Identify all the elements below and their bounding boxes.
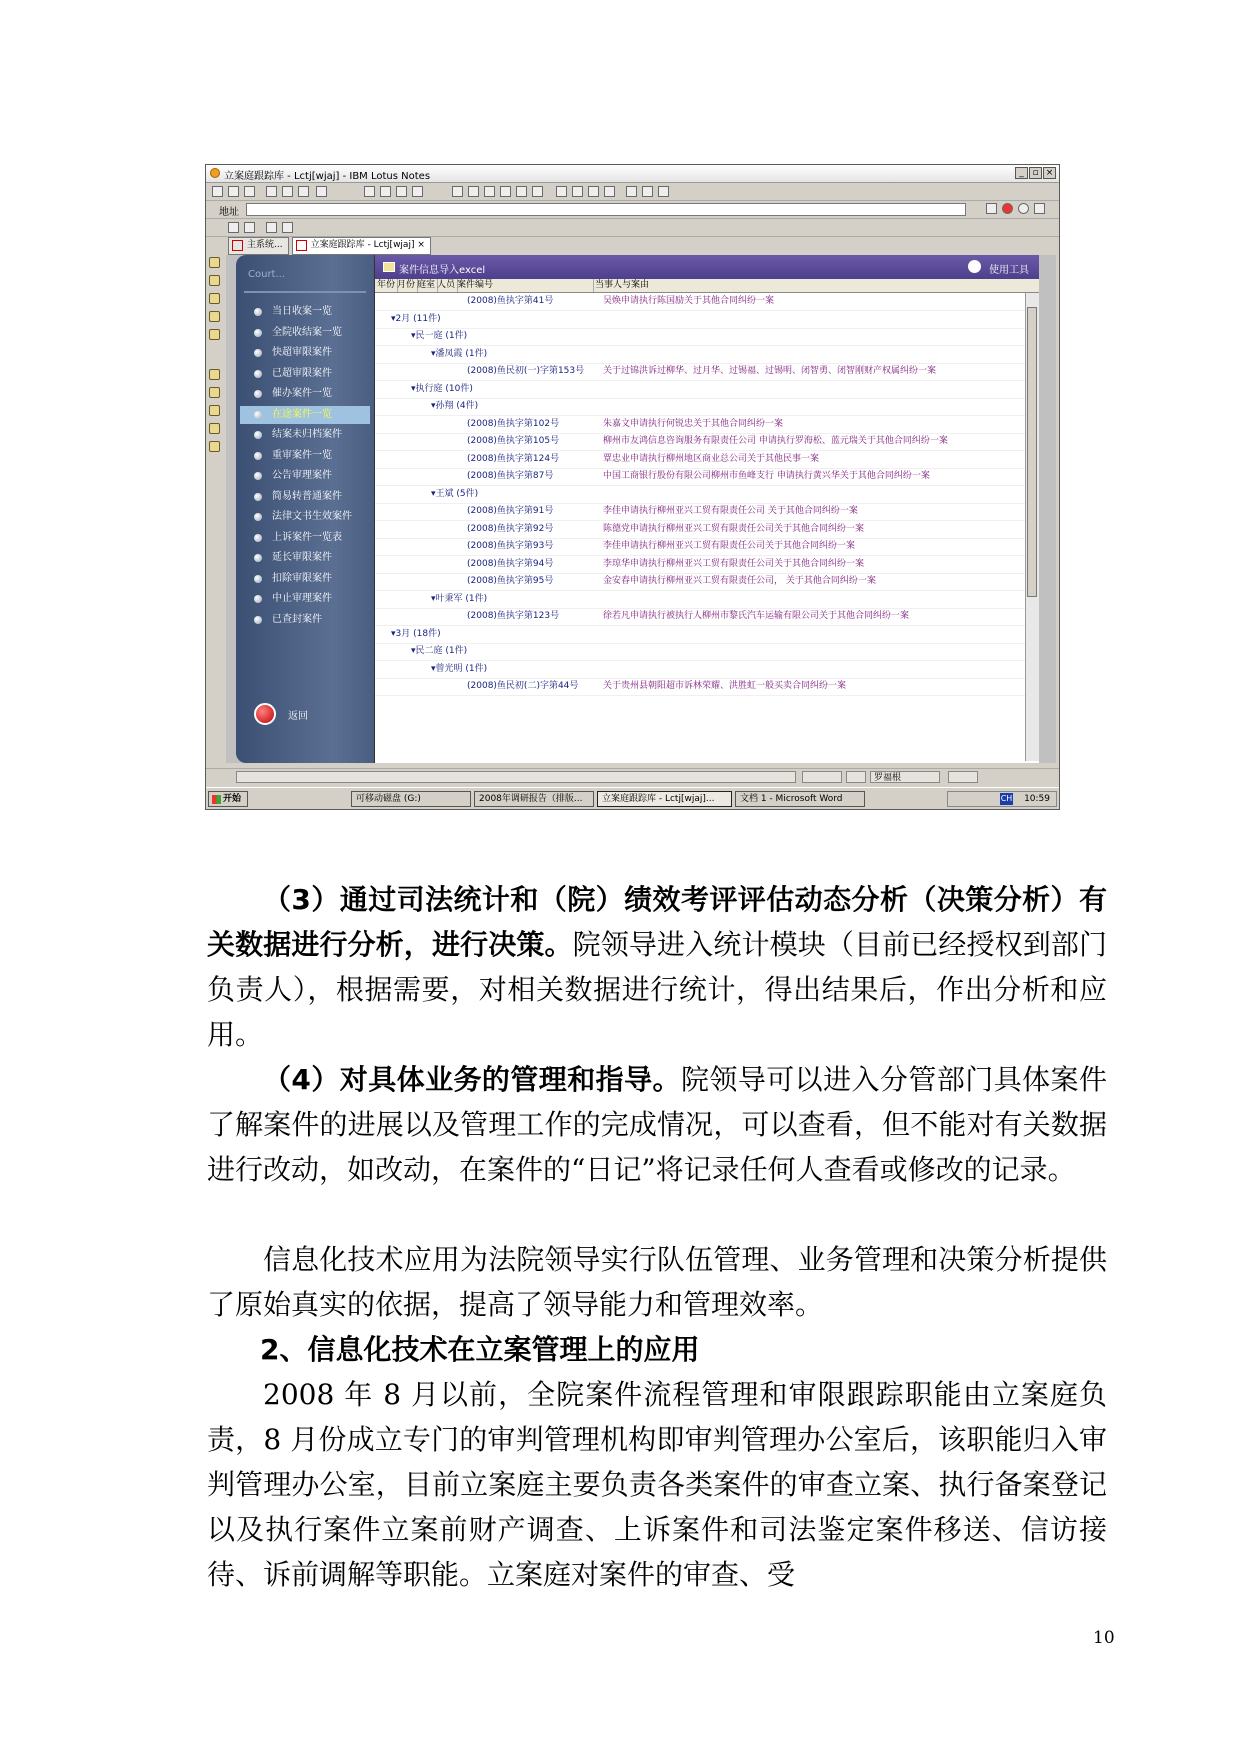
- vertical-scrollbar[interactable]: [1025, 293, 1039, 761]
- excel-export-icon[interactable]: [383, 262, 395, 272]
- search-icon[interactable]: [1034, 203, 1045, 214]
- sidebar-item-label: 全院收结案一览: [272, 326, 342, 338]
- case-number: (2008)鱼执字第41号: [467, 296, 554, 306]
- bullet-icon: [254, 390, 262, 398]
- bullet-icon: [254, 472, 262, 480]
- category-row[interactable]: [375, 591, 1025, 609]
- bullet-icon: [254, 411, 262, 419]
- sidebar-item-label: 法律文书生效案件: [272, 511, 352, 522]
- taskbar-item[interactable]: 可移动磁盘 (G:): [351, 791, 471, 807]
- table-row[interactable]: [375, 521, 1025, 539]
- case-number: (2008)鱼执字第91号: [467, 506, 554, 516]
- sidebar-item-label: 公告审理案件: [272, 470, 332, 481]
- paragraph-filing: 2008 年 8 月以前，全院案件流程管理和审限跟踪职能由立案庭负责，8 月份成立专门的审判管理机构即审判管理办公室后，该职能归入审判管理办公室，目前立案庭主要负责各类案件的审查立案、执行备案登记以及执行案件立案前财产调查、上诉案件和司法鉴定案件移送、信访接待、诉前调解等职能。立案庭对案件的审查、受: [207, 1378, 1107, 1591]
- toolbar-icon[interactable]: [658, 186, 669, 197]
- case-number: (2008)鱼执字第105号: [467, 436, 560, 446]
- category-label[interactable]: ▾民二庭 (1件): [411, 646, 468, 656]
- divider: [244, 291, 366, 293]
- case-number: (2008)鱼民初(二)字第44号: [467, 681, 579, 691]
- case-party: 覃忠业申请执行柳州地区商业总公司关于其他民事一案: [603, 453, 820, 464]
- back-icon[interactable]: [986, 203, 997, 214]
- category-label[interactable]: ▾执行庭 (10件): [411, 383, 473, 394]
- category-label[interactable]: ▾2月 (11件): [391, 313, 441, 324]
- toolbar-icon[interactable]: [364, 186, 375, 197]
- case-party: 陈德党申请执行柳州亚兴工贸有限责任公司关于其他合同纠纷一案: [603, 523, 865, 534]
- table-row[interactable]: [375, 363, 1025, 381]
- case-number: (2008)鱼执字第93号: [467, 541, 554, 551]
- bullet-icon: [254, 329, 262, 337]
- bookmark-icon[interactable]: [209, 311, 220, 322]
- bullet-icon: [254, 575, 262, 583]
- category-label[interactable]: ▾3月 (18件): [391, 628, 441, 639]
- main-toolbar: [206, 183, 1059, 201]
- bullet-icon: [254, 349, 262, 357]
- bookmark-icon[interactable]: [209, 329, 220, 340]
- sidebar-item[interactable]: [240, 324, 370, 342]
- toolbar-icon[interactable]: [266, 186, 277, 197]
- section-heading: 2、信息化技术在立案管理上的应用: [260, 1333, 700, 1366]
- bullet-icon: [254, 370, 262, 378]
- toolbar-icon[interactable]: [228, 186, 239, 197]
- address-input[interactable]: [246, 203, 966, 216]
- secondary-toolbar: [206, 219, 1059, 237]
- table-row[interactable]: [375, 293, 1025, 311]
- sidebar-item[interactable]: [240, 590, 370, 608]
- sidebar-item-label: 已查封案件: [272, 613, 322, 625]
- toolbar-icon[interactable]: [266, 222, 277, 233]
- bookmark-icon[interactable]: [209, 441, 220, 452]
- table-row[interactable]: [375, 416, 1025, 434]
- paragraph-body: 院领导进入统计模块（目前已经授权到部门负责人），根据需要，对相关数据进行统计，得出结果后，作出分析和应用。: [207, 928, 1107, 1051]
- tools-icon[interactable]: [968, 260, 981, 273]
- category-row[interactable]: [375, 328, 1025, 346]
- lotus-notes-icon: [210, 168, 220, 178]
- address-bar: [206, 201, 1059, 219]
- status-segment[interactable]: [802, 771, 842, 783]
- bookmark-icon[interactable]: [209, 257, 220, 268]
- bookmark-bar: [206, 257, 224, 697]
- bullet-icon: [254, 513, 262, 521]
- category-label[interactable]: ▾王斌 (5件): [431, 488, 479, 499]
- table-row[interactable]: [375, 608, 1025, 626]
- toolbar-icon[interactable]: [212, 186, 223, 197]
- address-label: 地址: [219, 207, 239, 218]
- case-party: 金安春申请执行柳州亚兴工贸有限责任公司， 关于其他合同纠纷一案: [603, 576, 876, 586]
- case-party: 李佳申请执行柳州亚兴工贸有限责任公司 关于其他合同纠纷一案: [603, 506, 858, 516]
- sidebar-item[interactable]: [240, 570, 370, 588]
- page-number: 10: [1093, 1628, 1115, 1648]
- column-header[interactable]: 当事人与案由: [595, 280, 650, 290]
- table-row[interactable]: [375, 433, 1025, 451]
- clock: 10:59: [1024, 794, 1050, 804]
- toolbar-icon[interactable]: [244, 186, 255, 197]
- bookmark-icon[interactable]: [209, 423, 220, 434]
- view-header: [375, 255, 1039, 279]
- case-party: 徐若凡申请执行被执行人柳州市黎氏汽车运输有限公司关于其他合同纠纷一案: [603, 611, 910, 621]
- bullet-icon: [254, 431, 262, 439]
- tab-tracking-db[interactable]: [292, 237, 431, 255]
- case-party: 李佳申请执行柳州亚兴工贸有限责任公司关于其他合同纠纷一案: [603, 541, 856, 551]
- back-button[interactable]: 返回: [288, 711, 308, 722]
- column-header[interactable]: 案件编号: [457, 279, 594, 292]
- toolbar-icon[interactable]: [282, 222, 293, 233]
- tab-label: 立案庭跟踪库 - Lctj[wjaj]: [310, 240, 415, 250]
- bullet-icon: [254, 493, 262, 501]
- category-row[interactable]: [375, 626, 1025, 644]
- status-message: [236, 771, 796, 783]
- sidebar-item-label: 结案未归档案件: [272, 429, 342, 440]
- case-number: (2008)鱼执字第92号: [467, 523, 554, 534]
- bookmark-icon[interactable]: [209, 405, 220, 416]
- sidebar-item[interactable]: [240, 406, 370, 424]
- category-label[interactable]: ▾孙翔 (4件): [431, 401, 479, 411]
- table-row[interactable]: [375, 556, 1025, 574]
- sidebar-item[interactable]: [240, 447, 370, 465]
- sidebar-item-label: 在途案件一览: [272, 408, 332, 420]
- toolbar-icon[interactable]: [244, 222, 255, 233]
- toolbar-icon[interactable]: [516, 186, 527, 197]
- case-number: (2008)鱼执字第87号: [467, 471, 554, 481]
- sidebar-brand: Court...: [248, 269, 286, 280]
- sidebar-item[interactable]: [240, 611, 370, 629]
- lotus-notes-screenshot: [205, 164, 1060, 810]
- case-number: (2008)鱼执字第95号: [467, 576, 554, 586]
- case-number: (2008)鱼执字第94号: [467, 558, 554, 569]
- sidebar-item[interactable]: [240, 467, 370, 485]
- ime-indicator[interactable]: CH: [1000, 794, 1013, 803]
- tab-label: 主系统...: [247, 240, 283, 250]
- taskbar-item[interactable]: 文档 1 - Microsoft Word: [735, 791, 865, 807]
- sidebar-item-label: 已超审限案件: [272, 367, 332, 379]
- refresh-icon[interactable]: [1018, 203, 1029, 214]
- case-number: (2008)鱼执字第124号: [467, 453, 560, 464]
- close-tab-icon[interactable]: ×: [417, 240, 425, 250]
- maximize-button[interactable]: ▫: [1029, 167, 1042, 179]
- status-bar: [206, 768, 1059, 786]
- system-tray: [947, 791, 1057, 807]
- case-party: 朱嘉文申请执行何锐忠关于其他合同纠纷一案: [603, 418, 784, 429]
- bullet-icon: [254, 534, 262, 542]
- toolbar-icon[interactable]: [298, 186, 309, 197]
- bullet-icon: [254, 554, 262, 562]
- category-row[interactable]: [375, 486, 1025, 504]
- sidebar-item-label: 扣除审限案件: [272, 572, 332, 584]
- sidebar-item-label: 催办案件一览: [272, 388, 332, 399]
- paragraph-3: [207, 877, 1107, 1057]
- case-party: 柳州市友鸿信息咨询服务有限责任公司 申请执行罗海松、蓝元瑞关于其他合同纠纷一案: [603, 436, 948, 446]
- toolbar-icon[interactable]: [500, 186, 511, 197]
- toolbar-icon[interactable]: [380, 186, 391, 197]
- toolbar-icon[interactable]: [642, 186, 653, 197]
- window-title: 立案庭跟踪库 - Lctj[wjaj] - IBM Lotus Notes: [224, 171, 431, 182]
- sidebar-item-label: 中止审理案件: [272, 593, 332, 604]
- sidebar-item[interactable]: [240, 488, 370, 506]
- sidebar-item[interactable]: [240, 426, 370, 444]
- paragraph-summary: 信息化技术应用为法院领导实行队伍管理、业务管理和决策分析提供了原始真实的依据，提高了领导能力和管理效率。: [207, 1243, 1107, 1321]
- case-view: [374, 255, 1039, 763]
- sidebar-item-label: 延长审限案件: [272, 552, 332, 563]
- sidebar: [236, 255, 374, 763]
- category-label[interactable]: ▾民一庭 (1件): [411, 331, 468, 341]
- app-panel: [226, 255, 1056, 763]
- category-row[interactable]: [375, 311, 1025, 329]
- table-row[interactable]: [375, 503, 1025, 521]
- toolbar-icon[interactable]: [282, 186, 293, 197]
- sidebar-item-label: 重审案件一览: [272, 449, 332, 461]
- status-user[interactable]: 罗福根: [870, 771, 940, 783]
- table-row[interactable]: [375, 451, 1025, 469]
- toolbar-icon[interactable]: [316, 186, 327, 197]
- case-party: 李琼华申请执行柳州亚兴工贸有限责任公司关于其他合同纠纷一案: [603, 558, 865, 569]
- sidebar-item-label: 快超审限案件: [272, 347, 332, 358]
- case-party: 中国工商银行股份有限公司柳州市鱼峰支行 申请执行黄兴华关于其他合同纠纷一案: [603, 471, 930, 481]
- bookmark-icon[interactable]: [209, 293, 220, 304]
- database-icon: [232, 240, 243, 251]
- case-party: 关于过锦洪诉过柳华、过月华、过锡福、过锡明、闭智勇、闭智刚财产权属纠纷一案: [603, 366, 937, 376]
- case-number: (2008)鱼民初(一)字第153号: [467, 366, 585, 376]
- export-excel-button[interactable]: 案件信息导入excel: [399, 265, 486, 276]
- back-icon[interactable]: [254, 703, 276, 725]
- case-number: (2008)鱼执字第123号: [467, 611, 560, 621]
- sidebar-item-label: 当日收案一览: [272, 306, 332, 317]
- column-header[interactable]: 庭室: [417, 279, 438, 292]
- database-icon: [296, 240, 307, 251]
- paragraph-body: 院领导可以进入分管部门具体案件了解案件的进展以及管理工作的完成情况，可以查看，但不能对有关数据进行改动，如改动，在案件的“日记”将记录任何人查看或修改的记录。: [207, 1063, 1107, 1186]
- category-row[interactable]: [375, 643, 1025, 661]
- table-row[interactable]: [375, 678, 1025, 696]
- toolbar-icon[interactable]: [572, 186, 583, 197]
- column-header[interactable]: 年份: [377, 279, 398, 292]
- window-titlebar: [206, 165, 1059, 183]
- taskbar-item[interactable]: 立案庭跟踪库 - Lctj[wjaj]...: [597, 791, 732, 807]
- tab-main-system[interactable]: [228, 237, 289, 255]
- toolbar-icon[interactable]: [452, 186, 463, 197]
- category-label[interactable]: ▾潘凤霞 (1件): [431, 348, 488, 359]
- sidebar-item-label: 简易转普通案件: [272, 490, 342, 502]
- column-header[interactable]: 月份: [397, 279, 418, 292]
- toolbar-icon[interactable]: [484, 186, 495, 197]
- category-row[interactable]: [375, 398, 1025, 416]
- bullet-icon: [254, 452, 262, 460]
- toolbar-icon[interactable]: [412, 186, 423, 197]
- sidebar-item[interactable]: [240, 303, 370, 321]
- table-row[interactable]: [375, 538, 1025, 556]
- sidebar-item[interactable]: [240, 385, 370, 403]
- paragraph-4: [207, 1057, 1107, 1192]
- toolbar-icon[interactable]: [228, 222, 239, 233]
- taskbar-item[interactable]: 2008年调研报告（排版...: [474, 791, 594, 807]
- sidebar-item[interactable]: [240, 549, 370, 567]
- case-list: [375, 293, 1025, 761]
- toolbar-icon[interactable]: [396, 186, 407, 197]
- column-header[interactable]: 人员: [437, 279, 458, 292]
- sidebar-item[interactable]: [240, 508, 370, 526]
- table-row[interactable]: [375, 468, 1025, 486]
- sidebar-item[interactable]: [240, 365, 370, 383]
- case-party: 吴焕申请执行陈国励关于其他合同纠纷一案: [603, 296, 775, 306]
- close-button[interactable]: ×: [1043, 167, 1056, 179]
- toolbar-icon[interactable]: [468, 186, 479, 197]
- bullet-icon: [254, 308, 262, 316]
- toolbar-icon[interactable]: [532, 186, 543, 197]
- sidebar-item[interactable]: [240, 344, 370, 362]
- category-label[interactable]: ▾曾光明 (1件): [431, 663, 488, 674]
- paragraph-lead: （3）通过司法统计和（院）绩效考评评估动态分析（决策分析）有关数据进行分析，进行决策。: [207, 883, 1107, 961]
- start-button[interactable]: 开始: [208, 791, 248, 807]
- category-row[interactable]: [375, 381, 1025, 399]
- status-segment[interactable]: [948, 771, 978, 783]
- minimize-button[interactable]: _: [1015, 167, 1028, 179]
- toolbar-icon[interactable]: [626, 186, 637, 197]
- case-number: (2008)鱼执字第102号: [467, 418, 560, 429]
- sidebar-item-label: 上诉案件一览表: [272, 531, 342, 543]
- case-party: 关于贵州县朝阳超市诉林荣耀、洪胜虹一般买卖合同纠纷一案: [603, 681, 847, 691]
- status-segment[interactable]: [846, 771, 866, 783]
- tools-button[interactable]: 使用工具: [989, 265, 1029, 276]
- bullet-icon: [254, 616, 262, 624]
- bookmark-icon[interactable]: [209, 369, 220, 380]
- bullet-icon: [254, 595, 262, 603]
- toolbar-icon[interactable]: [604, 186, 615, 197]
- scrollbar-thumb[interactable]: [1027, 307, 1037, 597]
- column-headers: [375, 279, 1039, 293]
- window-tabs: [228, 237, 431, 254]
- category-row[interactable]: [375, 661, 1025, 679]
- table-row[interactable]: [375, 573, 1025, 591]
- bookmark-icon[interactable]: [209, 387, 220, 398]
- toolbar-icon[interactable]: [556, 186, 567, 197]
- toolbar-icon[interactable]: [588, 186, 599, 197]
- taskbar: [206, 787, 1059, 810]
- stop-icon[interactable]: [1002, 203, 1013, 214]
- category-row[interactable]: [375, 346, 1025, 364]
- sidebar-item[interactable]: [240, 529, 370, 547]
- bookmark-icon[interactable]: [209, 275, 220, 286]
- category-label[interactable]: ▾叶秉军 (1件): [431, 593, 488, 604]
- paragraph-lead: （4）对具体业务的管理和指导。: [263, 1063, 681, 1096]
